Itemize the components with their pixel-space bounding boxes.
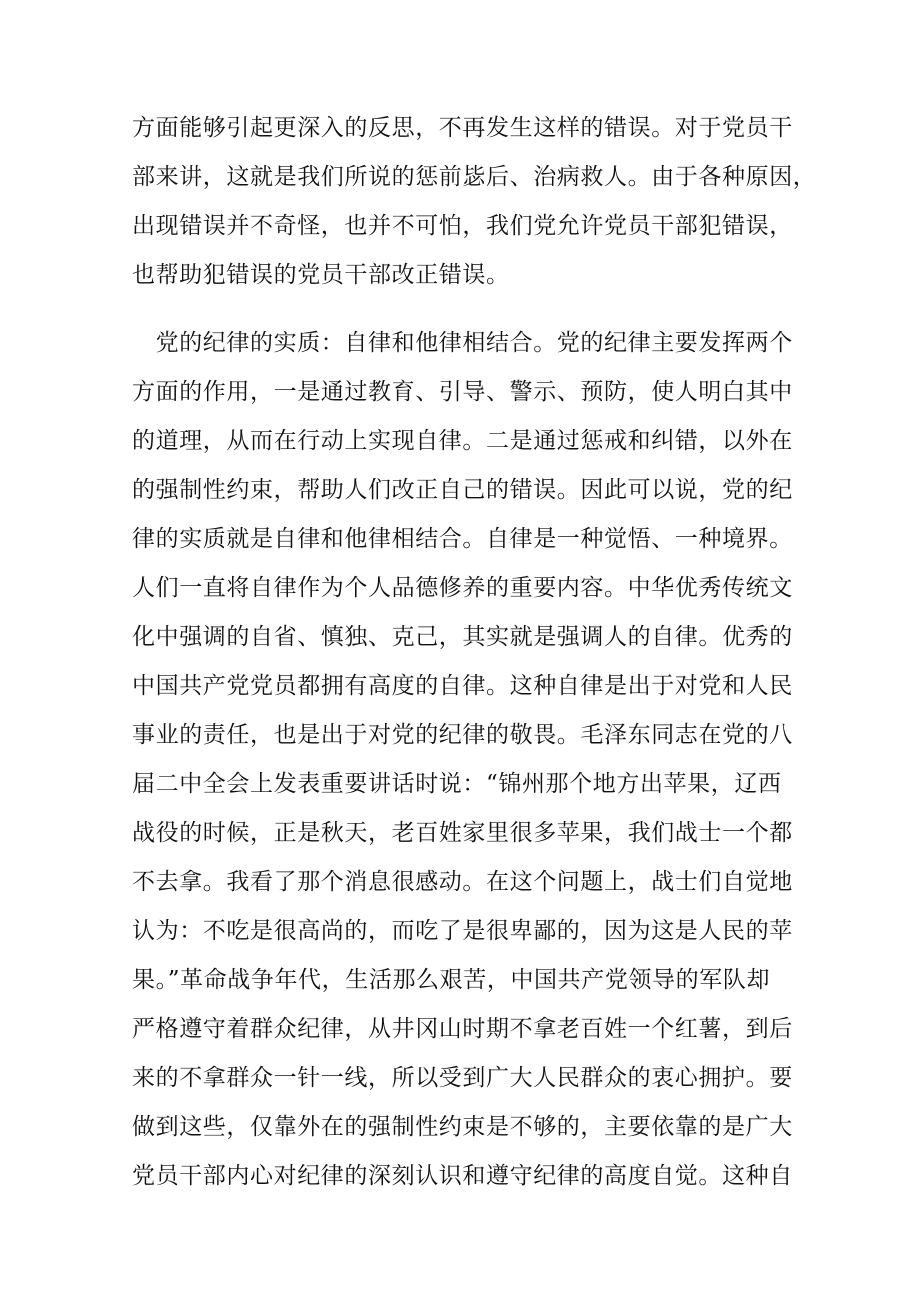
text-line: 党的纪律的实质：自律和他律相结合。党的纪律主要发挥两个 bbox=[132, 330, 793, 356]
text-line: 届二中全会上发表重要讲话时说：“锦州那个地方出苹果，辽西 bbox=[132, 771, 782, 797]
text-line: 律的实质就是自律和他律相结合。自律是一种觉悟、一种境界。 bbox=[132, 526, 793, 552]
text-line: 中国共产党党员都拥有高度的自律。这种自律是出于对党和人民 bbox=[132, 673, 793, 699]
text-line: 人们一直将自律作为个人品德修养的重要内容。中华优秀传统文 bbox=[132, 575, 793, 601]
text-line: 部来讲，这就是我们所说的惩前毖后、治病救人。由于各种原因， bbox=[132, 164, 817, 190]
text-line: 不去拿。我看了那个消息很感动。在这个问题上，战士们自觉地 bbox=[132, 869, 793, 895]
text-line: 来的不拿群众一针一线，所以受到广大人民群众的衷心拥护。要 bbox=[132, 1065, 793, 1091]
text-line: 方面能够引起更深入的反思，不再发生这样的错误。对于党员干 bbox=[132, 115, 793, 141]
text-line: 严格遵守着群众纪律，从井冈山时期不拿老百姓一个红薯，到后 bbox=[132, 1016, 793, 1042]
text-line: 的强制性约束，帮助人们改正自己的错误。因此可以说，党的纪 bbox=[132, 477, 793, 503]
text-line: 战役的时候，正是秋天，老百姓家里很多苹果，我们战士一个都 bbox=[132, 820, 793, 846]
text-line: 事业的责任，也是出于对党的纪律的敬畏。毛泽东同志在党的八 bbox=[132, 722, 793, 748]
text-line: 方面的作用，一是通过教育、引导、警示、预防，使人明白其中 bbox=[132, 379, 793, 405]
text-line: 果。”革命战争年代，生活那么艰苦，中国共产党领导的军队却 bbox=[132, 967, 771, 993]
text-line: 做到这些，仅靠外在的强制性约束是不够的，主要依靠的是广大 bbox=[132, 1114, 793, 1140]
text-line: 的道理，从而在行动上实现自律。二是通过惩戒和纠错，以外在 bbox=[132, 428, 793, 454]
paragraph-1 bbox=[132, 104, 817, 300]
paragraph-2 bbox=[132, 319, 792, 1201]
text-line: 化中强调的自省、慎独、克己，其实就是强调人的自律。优秀的 bbox=[132, 624, 793, 650]
text-line: 出现错误并不奇怪，也并不可怕，我们党允许党员干部犯错误， bbox=[132, 213, 793, 239]
text-line: 认为：不吃是很高尚的，而吃了是很卑鄙的，因为这是人民的苹 bbox=[132, 918, 793, 944]
text-line: 也帮助犯错误的党员干部改正错误。 bbox=[132, 262, 510, 288]
text-line: 党员干部内心对纪律的深刻认识和遵守纪律的高度自觉。这种自 bbox=[132, 1163, 793, 1189]
